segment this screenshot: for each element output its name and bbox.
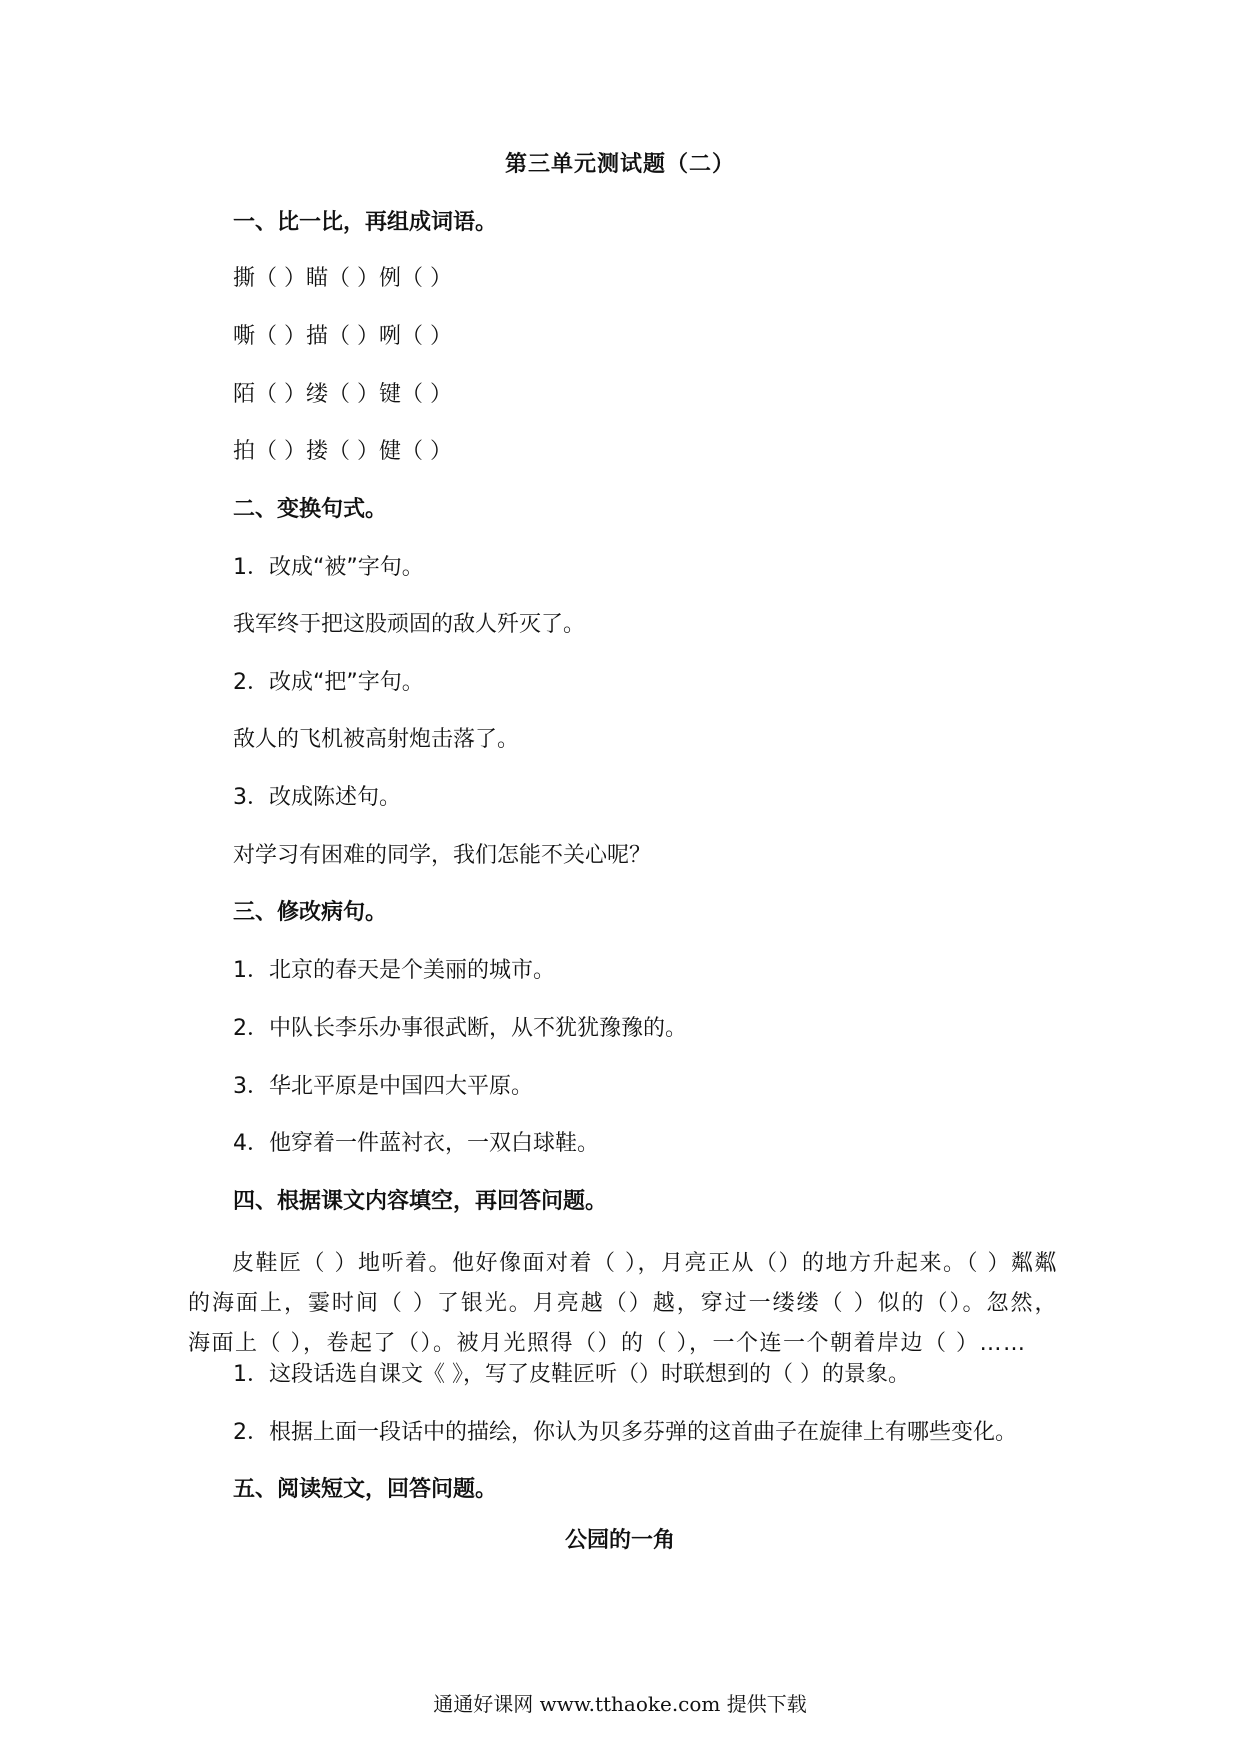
word-row: 撕（ ）瞄（ ）例（ ） [233,266,452,291]
page-footer: 通通好课网 www.tthaoke.com 提供下载 [433,1692,807,1716]
passage-paragraph: 皮鞋匠（ ）地听着。他好像面对着（ ），月亮正从（）的地方升起来。（ ）粼粼的海面上，霎时间（ ）了银光。月亮越（）越，穿过一缕缕（ ）似的（）。忽然，海面上（ ），卷起了（）。被月光照得（）的（ ），一个连一个朝着岸边（ ）…… [188,1251,1058,1356]
sentence-item: 2．中队长李乐办事很武断，从不犹犹豫豫的。 [233,1016,687,1041]
question-item: 1．这段话选自课文《 》，写了皮鞋匠听（）时联想到的（ ）的景象。 [233,1362,910,1387]
question-instruction: 2．改成“把”字句。 [233,670,424,695]
article-title: 公园的一角 [564,1528,675,1553]
word-row: 嘶（ ）描（ ）咧（ ） [233,324,452,349]
question-sentence: 我军终于把这股顽固的敌人歼灭了。 [233,612,586,637]
word-row: 拍（ ）搂（ ）健（ ） [233,439,452,464]
word-row: 陌（ ）缕（ ）键（ ） [233,382,452,407]
section2-heading: 二、变换句式。 [233,497,388,522]
sentence-item: 1．北京的春天是个美丽的城市。 [233,958,555,983]
page-title: 第三单元测试题（二） [504,152,735,177]
section4-heading: 四、根据课文内容填空，再回答问题。 [233,1189,608,1214]
question-instruction: 3．改成陈述句。 [233,785,401,810]
question-instruction: 1．改成“被”字句。 [233,555,424,580]
question-sentence: 对学习有困难的同学，我们怎能不关心呢？ [233,843,652,868]
section1-heading: 一、比一比，再组成词语。 [233,210,498,235]
section5-heading: 五、阅读短文，回答问题。 [233,1477,498,1502]
sentence-item: 3．华北平原是中国四大平原。 [233,1074,533,1099]
sentence-item: 4．他穿着一件蓝衬衣，一双白球鞋。 [233,1131,599,1156]
question-sentence: 敌人的飞机被高射炮击落了。 [233,727,520,752]
question-item: 2．根据上面一段话中的描绘，你认为贝多芬弹的这首曲子在旋律上有哪些变化。 [233,1420,1017,1445]
section3-heading: 三、修改病句。 [233,900,388,925]
